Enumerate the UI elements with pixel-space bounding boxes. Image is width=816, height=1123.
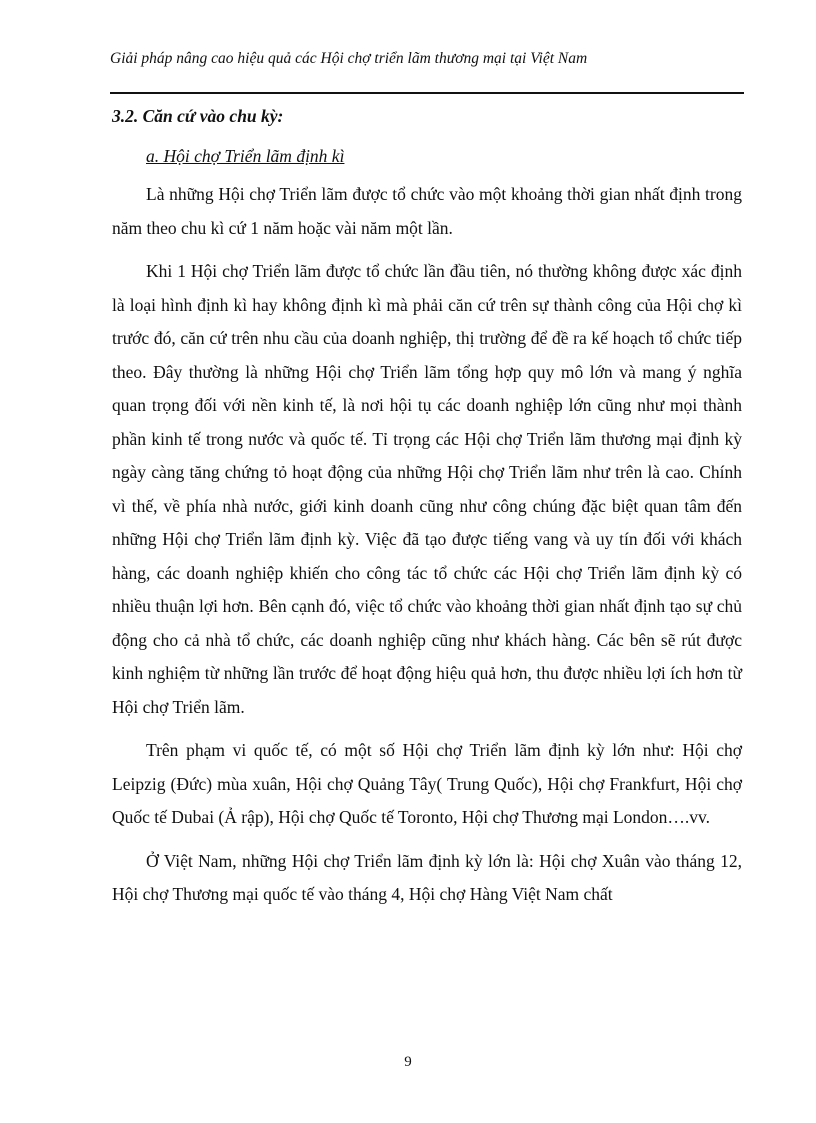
- paragraph-definition: Là những Hội chợ Triển lãm được tổ chức vào một khoảng thời gian nhất định trong năm theo chu kì cứ 1 năm hoặc vài năm một lần.: [112, 184, 742, 238]
- section-heading: 3.2. Căn cứ vào chu kỳ:: [112, 106, 284, 126]
- header-divider: [110, 92, 744, 94]
- paragraph-international-examples: Trên phạm vi quốc tế, có một số Hội chợ Triển lãm định kỳ lớn như: Hội chợ Leipzig (Đức) mùa xuân, Hội chợ Quảng Tây( Trung Quốc), Hội chợ Frankfurt, Hội chợ Quốc tế Dubai (Ả rập), Hội chợ Quốc tế Toronto, Hội chợ Thương mại London….vv.: [112, 740, 742, 827]
- body-text: [112, 98, 742, 912]
- running-header: Giải pháp nâng cao hiệu quả các Hội chợ triển lãm thương mại tại Việt Nam: [110, 50, 588, 67]
- subsection-heading: a. Hội chợ Triển lãm định kì: [146, 146, 345, 166]
- page-number: 9: [404, 1054, 412, 1070]
- paragraph-characteristics: Khi 1 Hội chợ Triển lãm được tổ chức lần đầu tiên, nó thường không được xác định là loại hình định kì hay không định kì mà phải căn cứ trên sự thành công của Hội chợ kì trước đó, căn cứ trên nhu cầu của doanh nghiệp, thị trường để đề ra kế hoạch tổ chức tiếp theo. Đây thường là những Hội chợ Triển lãm tổng hợp quy mô lớn và mang ý nghĩa quan trọng đối với nền kinh tế, là nơi hội tụ các doanh nghiệp lớn cũng như mọi thành phần kinh tế trong nước và quốc tế. Tỉ trọng các Hội chợ Triển lãm thương mại định kỳ ngày càng tăng chứng tỏ hoạt động của những Hội chợ Triển lãm như trên là cao. Chính vì thế, về phía nhà nước, giới kinh doanh cũng như công chúng đặc biệt quan tâm đến những Hội chợ Triển lãm định kỳ. Việc đã tạo được tiếng vang và uy tín đối với khách hàng, các doanh nghiệp khiến cho công tác tổ chức các Hội chợ Triển lãm định kỳ có nhiều thuận lợi hơn. Bên cạnh đó, việc tổ chức vào khoảng thời gian nhất định tạo sự chủ động cho cả nhà tổ chức, các doanh nghiệp cũng như khách hàng. Các bên sẽ rút được kinh nghiệm từ những lần trước để hoạt động hiệu quả hơn, thu được nhiều lợi ích hơn từ Hội chợ Triển lãm.: [112, 261, 742, 717]
- paragraph-vietnam-examples: Ở Việt Nam, những Hội chợ Triển lãm định kỳ lớn là: Hội chợ Xuân vào tháng 12, Hội chợ Thương mại quốc tế vào tháng 4, Hội chợ Hàng Việt Nam chất: [112, 850, 742, 904]
